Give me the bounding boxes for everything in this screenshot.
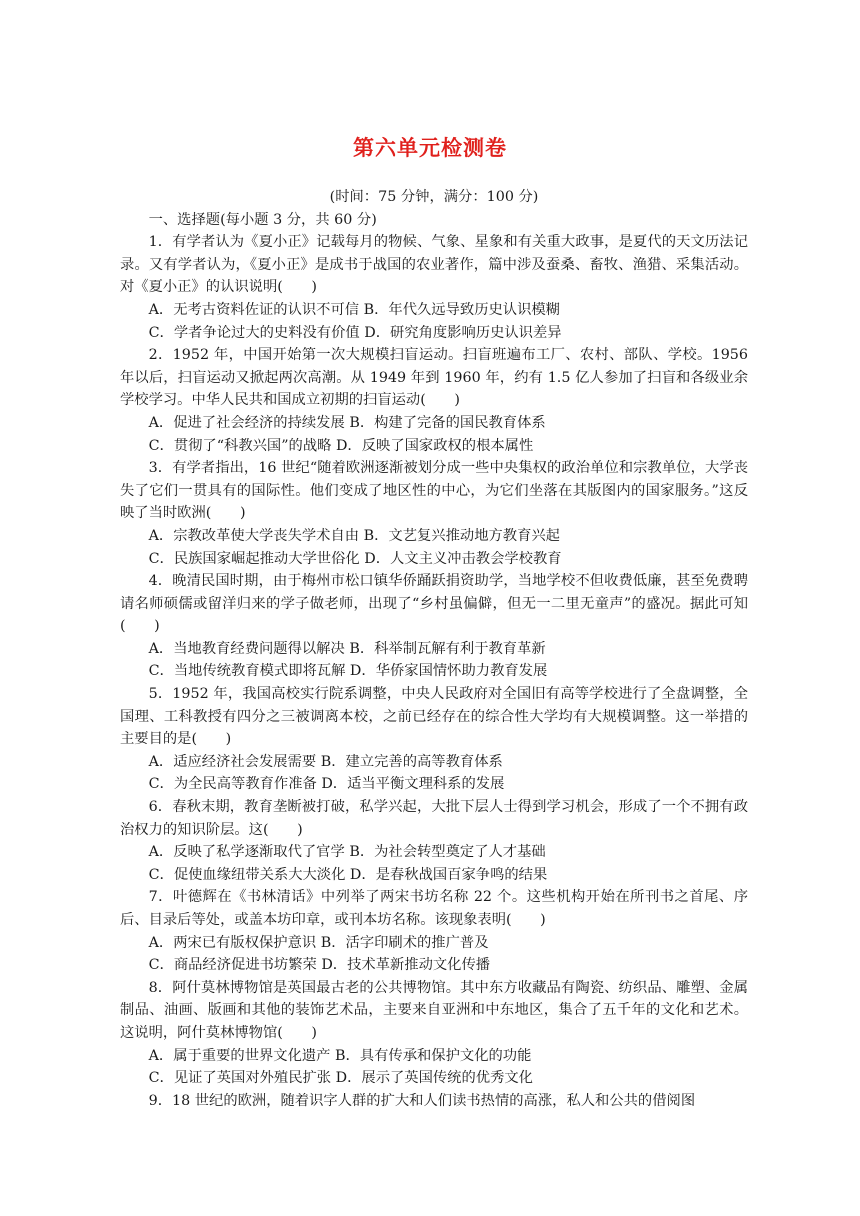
- exam-content: [120, 186, 748, 1112]
- question-4: [120, 570, 748, 683]
- options-row: C．民族国家崛起推动大学世俗化 D．人文主义冲击教会学校教育: [148, 550, 562, 567]
- options-row: C．促使血缘纽带关系大大淡化 D．是春秋战国百家争鸣的结果: [148, 866, 548, 883]
- question-stem: 6．春秋末期，教育垄断被打破，私学兴起，大批下层人士得到学习机会，形成了一个不拥有政治权力的知识阶层。这( ): [120, 799, 748, 838]
- options-row: A．反映了私学逐渐取代了官学 B．为社会转型奠定了人才基础: [148, 844, 546, 861]
- options-row: A．无考古资料佐证的认识不可信 B．年代久远导致历史认识模糊: [148, 301, 560, 318]
- options-row: C．为全民高等教育作准备 D．适当平衡文理科系的发展: [148, 776, 505, 793]
- question-stem: 2．1952 年，中国开始第一次大规模扫盲运动。扫盲班遍布工厂、农村、部队、学校。1956 年以后，扫盲运动又掀起两次高潮。从 1949 年到 1960 年，约有 1.5 亿人参加了扫盲和各级业余学校学习。中华人民共和国成立初期的扫盲运动( ): [120, 347, 748, 409]
- page-title: 第六单元检测卷: [353, 136, 507, 160]
- question-stem: 7．叶德辉在《书林清话》中列举了两宋书坊名称 22 个。这些机构开始在所刊书之首尾、序后、目录后等处，或盖本坊印章，或刊本坊名称。该现象表明( ): [120, 889, 748, 928]
- options-row: C．学者争论过大的史料没有价值 D．研究角度影响历史认识差异: [148, 324, 562, 341]
- options-row: A．两宋已有版权保护意识 B．活字印刷术的推广普及: [148, 934, 489, 951]
- question-2: [120, 344, 748, 457]
- options-row: C．贯彻了“科教兴国”的战略 D．反映了国家政权的根本属性: [148, 437, 534, 454]
- question-1: [120, 231, 748, 344]
- section-heading: 一、选择题(每小题 3 分，共 60 分): [148, 211, 377, 228]
- question-stem: 4．晚清民国时期，由于梅州市松口镇华侨踊跃捐资助学，当地学校不但收费低廉，甚至免费聘请名师硕儒或留洋归来的学子做老师，出现了“乡村虽偏僻，但无一二里无童声”的盛况。据此可知( ): [120, 573, 748, 635]
- question-8: [120, 977, 748, 1090]
- options-row: A．促进了社会经济的持续发展 B．构建了完备的国民教育体系: [148, 414, 546, 431]
- options-row: A．适应经济社会发展需要 B．建立完善的高等教育体系: [148, 753, 503, 770]
- options-row: C．商品经济促进书坊繁荣 D．技术革新推动文化传播: [148, 957, 491, 974]
- options-row: C．见证了英国对外殖民扩张 D．展示了英国传统的优秀文化: [148, 1070, 533, 1087]
- question-stem: 1．有学者认为《夏小正》记载每月的物候、气象、星象和有关重大政事，是夏代的天文历法记录。又有学者认为，《夏小正》是成书于战国的农业著作，篇中涉及蚕桑、畜牧、渔猎、采集活动。对《夏小正》的认识说明( ): [120, 234, 748, 296]
- question-stem: 5．1952 年，我国高校实行院系调整，中央人民政府对全国旧有高等学校进行了全盘调整，全国理、工科教授有四分之三被调离本校，之前已经存在的综合性大学均有大规模调整。这一举措的主要目的是( ): [120, 686, 748, 748]
- exam-info: (时间：75 分钟，满分：100 分): [329, 189, 539, 205]
- question-stem: 9．18 世纪的欧洲，随着识字人群的扩大和人们读书热情的高涨，私人和公共的借阅图: [148, 1092, 696, 1109]
- question-3: [120, 457, 748, 570]
- options-row: A．属于重要的世界文化遗产 B．具有传承和保护文化的功能: [148, 1047, 532, 1064]
- question-stem: 8．阿什莫林博物馆是英国最古老的公共博物馆。其中东方收藏品有陶瓷、纺织品、雕塑、金属制品、油画、版画和其他的装饰艺术品，主要来自亚洲和中东地区，集合了五千年的文化和艺术。这说明，阿什莫林博物馆( ): [120, 979, 748, 1041]
- options-row: C．当地传统教育模式即将瓦解 D．华侨家国情怀助力教育发展: [148, 663, 548, 680]
- question-stem: 3．有学者指出，16 世纪“随着欧洲逐渐被划分成一些中央集权的政治单位和宗教单位，大学丧失了它们一贯具有的国际性。他们变成了地区性的中心，为它们坐落在其版图内的国家服务。”这反映了当时欧洲( ): [120, 460, 748, 522]
- question-7: [120, 886, 748, 976]
- options-row: A．宗教改革使大学丧失学术自由 B．文艺复兴推动地方教育兴起: [148, 527, 560, 544]
- question-5: [120, 683, 748, 796]
- options-row: A．当地教育经费问题得以解决 B．科举制瓦解有利于教育革新: [148, 640, 546, 657]
- question-6: [120, 796, 748, 886]
- question-9: [120, 1090, 748, 1113]
